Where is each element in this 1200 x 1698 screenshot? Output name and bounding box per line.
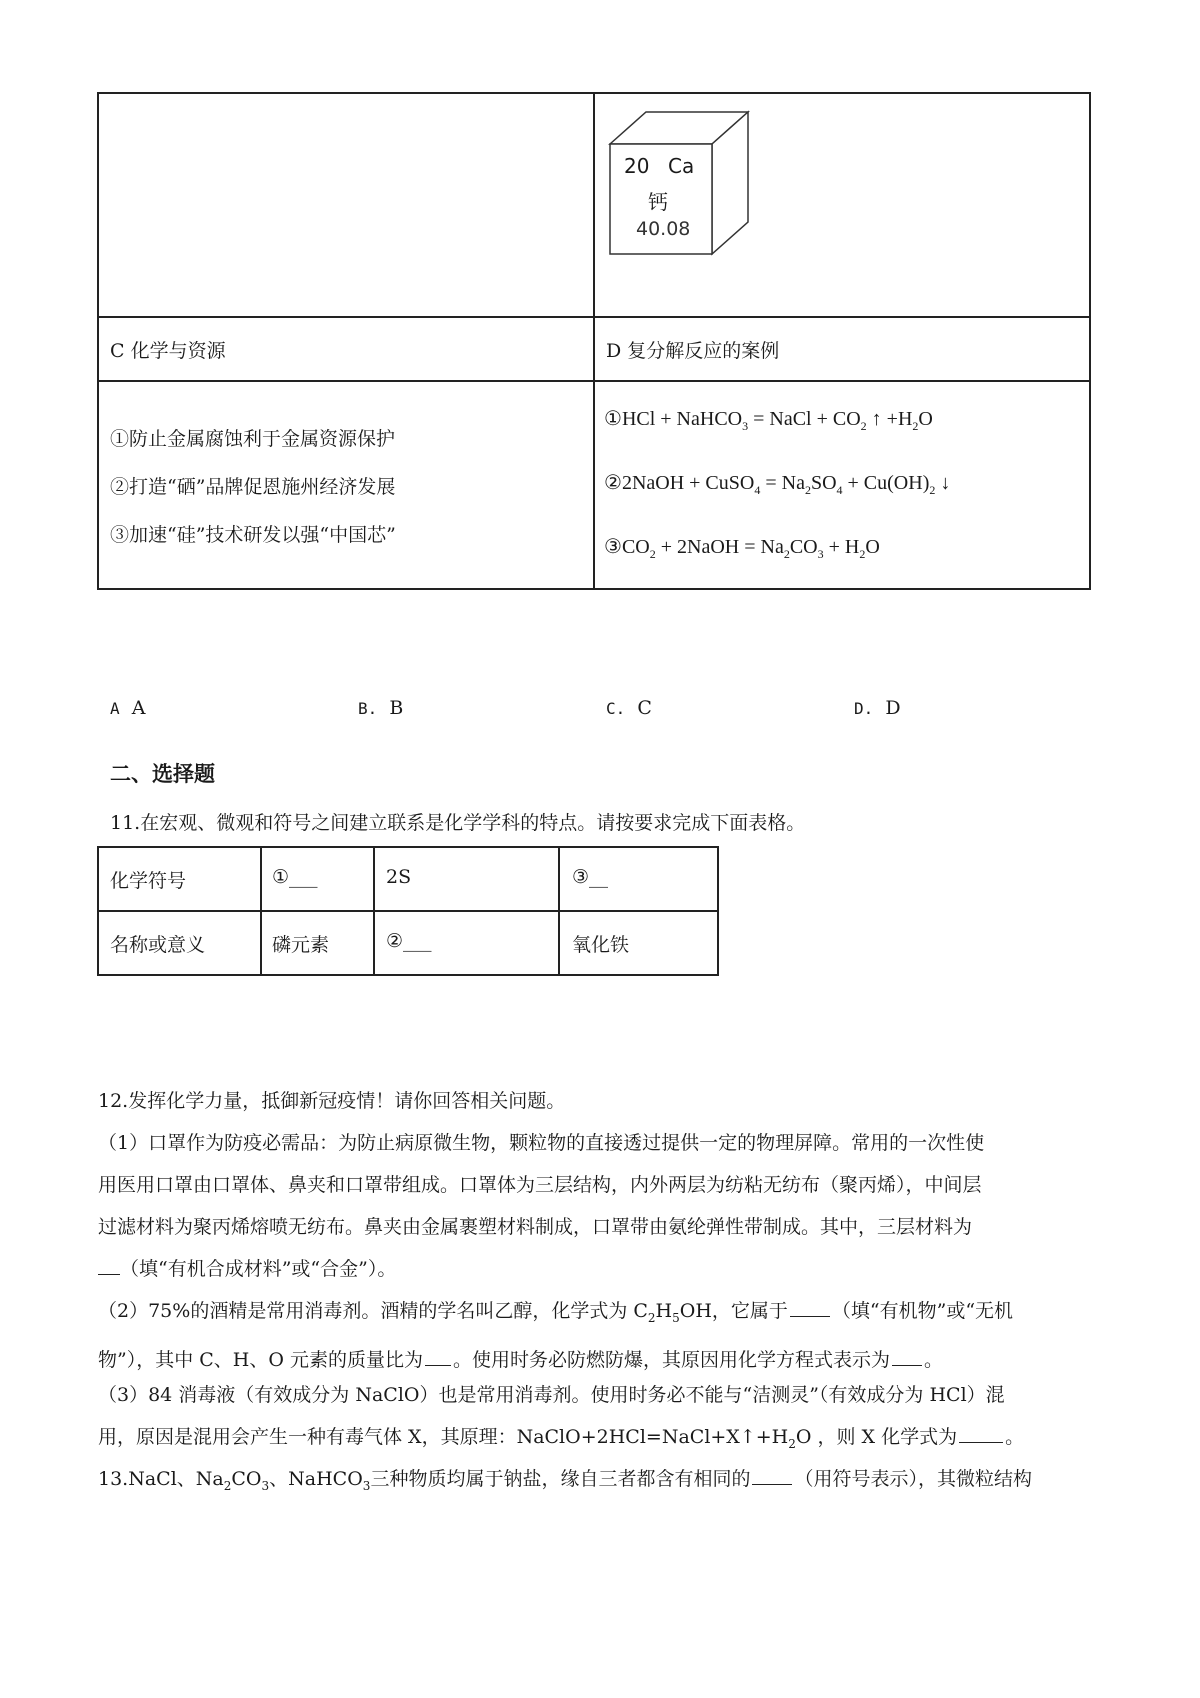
q12-p3-line2: 用，原因是混用会产生一种有毒气体 X，其原理：$NaClO+2HCl=NaCl+X↑+H_2O$ ，则 X 化学式为 。 [98, 1426, 1025, 1451]
q13-blank-symbol[interactable] [752, 1468, 792, 1485]
q12-p1-line2: 用医用口罩由口罩体、鼻夹和口罩带组成。口罩体为三层结构，内外两层为纺粘无纺布（聚丙烯），中间层 [98, 1174, 982, 1196]
option-a[interactable]: A A [110, 697, 146, 719]
element-name: 钙 [648, 190, 668, 214]
q12-p2-line1: （2）75%的酒精是常用消毒剂。酒精的学名叫乙醇，化学式为 $C_2H_5OH$，它属于 （填“有机物”或“无机 [98, 1300, 1014, 1325]
element-number: 20 [624, 154, 650, 178]
q12-p2-line2: 物”），其中 C、H、O 元素的质量比为 。使用时务必防燃防爆，其原因用化学方程式表示为 。 [98, 1349, 944, 1371]
option-d[interactable]: D. D [854, 697, 901, 719]
q12-p1-line1: （1）口罩作为防疫必需品：为防止病原微生物，颗粒物的直接透过提供一定的物理屏障。常用的一次性使 [98, 1132, 985, 1154]
q12-blank-category[interactable] [790, 1300, 830, 1317]
equation-1: ①HCl + NaHCO$_3$ = NaCl + $CO_2$ ↑ $+H_2O$ [604, 406, 933, 433]
c-item-1: ①防止金属腐蚀利于金属资源保护 [110, 428, 396, 450]
equation-2: ②2NaOH + CuSO$_4$ = $Na_2SO_4 + Cu(OH)_2$ ↓ [604, 470, 951, 497]
q11-stem: 11.在宏观、微观和符号之间建立联系是化学学科的特点。请按要求完成下面表格。 [110, 812, 806, 834]
element-symbol: Ca [668, 154, 695, 178]
q11-blank-2[interactable]: ②___ [386, 930, 432, 952]
q12-p3-line1: （3）84 消毒液（有效成分为 NaClO）也是常用消毒剂。使用时务必不能与“洁测灵”（有效成分为 HCl）混 [98, 1384, 1005, 1406]
q12-blank-x-formula[interactable] [959, 1426, 1003, 1443]
section-title: 二、选择题 [110, 762, 215, 786]
q12-part3 [98, 1374, 1108, 1465]
q11-blank-1[interactable]: ①___ [272, 866, 318, 888]
q12-blank-mass-ratio[interactable] [425, 1349, 451, 1366]
q11-row1-c2: 2S [386, 866, 412, 888]
option-b[interactable]: B. B [358, 697, 404, 719]
element-mass: 40.08 [636, 218, 691, 240]
c-item-3: ③加速“硅”技术研发以强“中国芯” [110, 524, 396, 546]
element-card-cube [600, 104, 760, 264]
c-item-2: ②打造“硒”品牌促恩施州经济发展 [110, 476, 396, 498]
header-d: D 复分解反应的案例 [606, 340, 780, 362]
q11-row2-c1: 磷元素 [272, 934, 330, 956]
option-c[interactable]: C. C [606, 697, 652, 719]
q11-row1-label: 化学符号 [110, 870, 187, 892]
q12-stem: 12.发挥化学力量，抵御新冠疫情！请你回答相关问题。 [98, 1090, 566, 1112]
q12-blank-equation[interactable] [892, 1349, 922, 1366]
q13-stem: 13.NaCl、$Na_2CO_3$、NaHCO$_3$三种物质均属于钠盐，缘自三者都含有相同的 （用符号表示），其微粒结构 [98, 1468, 1032, 1493]
q11-blank-3[interactable]: ③__ [572, 866, 609, 888]
q12-p1-line4: （填“有机合成材料”或“合金”）。 [98, 1248, 1108, 1290]
q12-part1 [98, 1122, 1108, 1290]
q12-part2 [98, 1290, 1108, 1381]
q12-blank-material[interactable] [98, 1258, 120, 1275]
q11-row2-label: 名称或意义 [110, 934, 206, 956]
header-c: C 化学与资源 [110, 340, 226, 362]
equation-3: $③CO_2$ + 2NaOH = $Na_2CO_3 + H_2O$ [604, 534, 880, 561]
q12-p1-line3: 过滤材料为聚丙烯熔喷无纺布。鼻夹由金属裹塑材料制成，口罩带由氨纶弹性带制成。其中，三层材料为 [98, 1216, 973, 1238]
q11-row2-c3: 氧化铁 [572, 934, 630, 956]
